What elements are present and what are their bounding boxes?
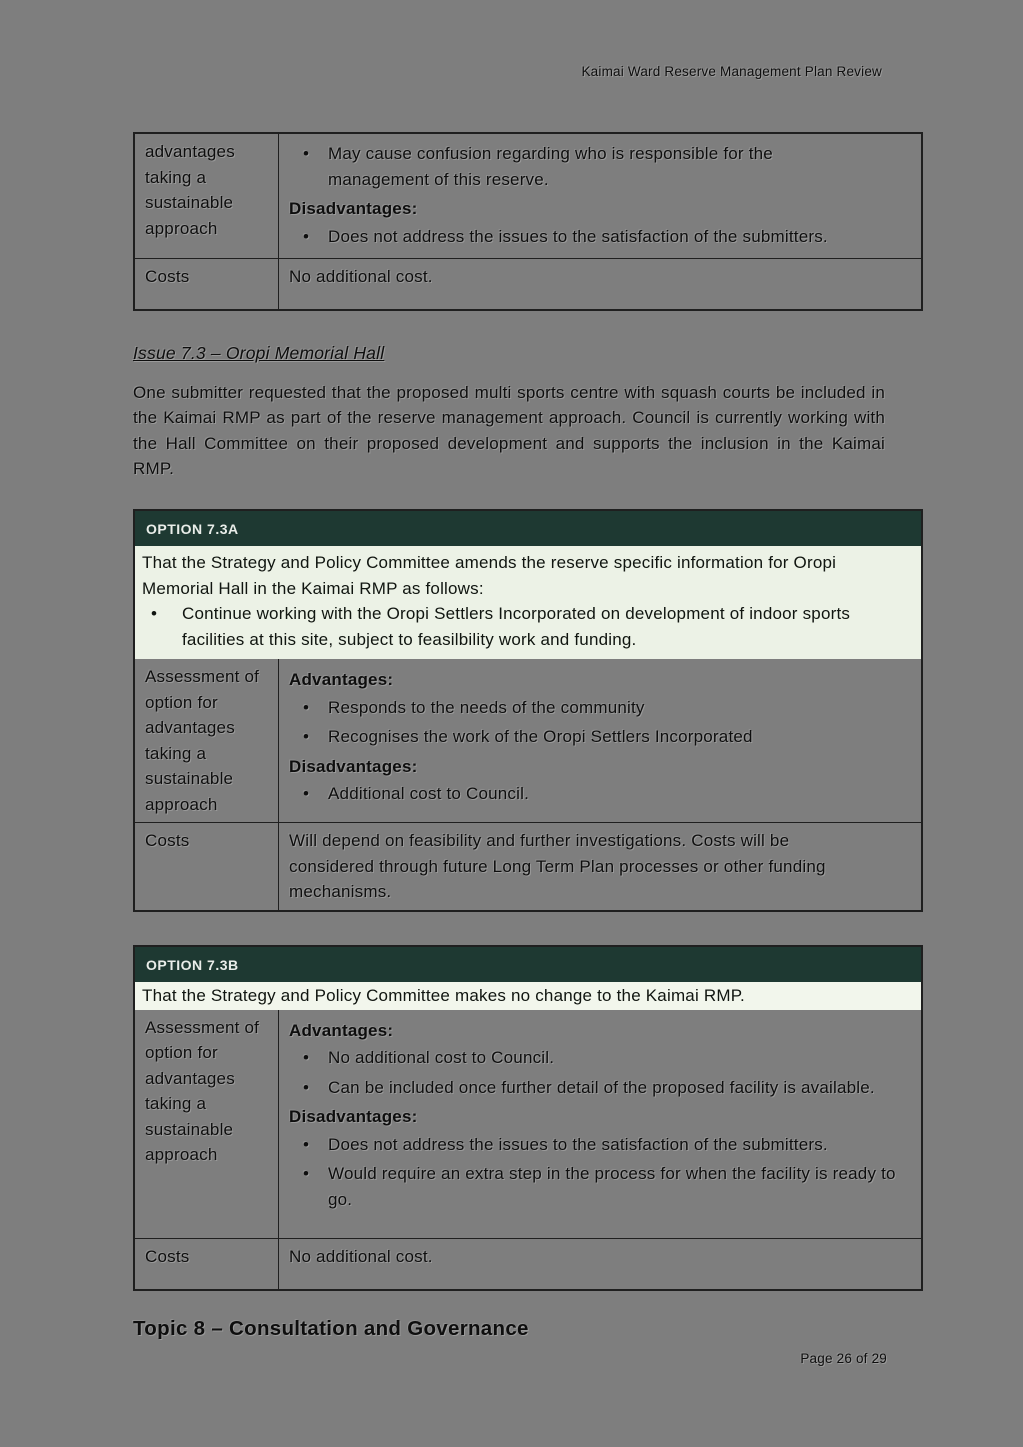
option-7-3a-description: [135, 546, 921, 659]
table-row: [135, 1238, 921, 1289]
advantages-label: Advantages:: [289, 1020, 394, 1040]
costs-value: Will depend on feasibility and further investigations. Costs will be considered through future Long Term Plan processes or other funding mechanisms.: [289, 831, 826, 901]
costs-value-cell: [279, 259, 921, 309]
costs-value-cell: [279, 1239, 921, 1289]
advantages-label: Advantages:: [289, 670, 394, 689]
option-7-3b-title: OPTION 7.3B: [135, 947, 921, 983]
assessment-content-cell: [279, 1010, 921, 1238]
bullet-item: • May cause confusion regarding who is responsible for the management of this reserve.: [289, 141, 833, 192]
assessment-content-cell: [279, 134, 921, 258]
table-option-7-3b: [133, 945, 923, 1291]
costs-label-cell: Costs: [135, 259, 279, 309]
option-7-3b-description: That the Strategy and Policy Committee makes no change to the Kaimai RMP.: [135, 982, 921, 1010]
issue-paragraph: One submitter requested that the proposed multi sports centre with squash courts be included in the Kaimai RMP as part of the reserve management approach. Council is currently working with the Hall Committee on their proposed development and supports the inclusion in the Kaimai RMP.: [133, 382, 885, 478]
issue-heading: Issue 7.3 – Oropi Memorial Hall: [133, 343, 385, 363]
assessment-label-cell: Assessment of option for advantages taking a sustainable approach: [135, 1010, 279, 1238]
table-row: [135, 659, 921, 822]
running-header: Kaimai Ward Reserve Management Plan Review: [581, 64, 882, 79]
assessment-content-cell: [279, 659, 921, 822]
page-number: Page 26 of 29: [800, 1351, 887, 1366]
page-content: [133, 0, 923, 1341]
topic-heading: Topic 8 – Consultation and Governance: [133, 1316, 529, 1340]
costs-value: No additional cost.: [289, 267, 433, 286]
option-7-3a-title: OPTION 7.3A: [135, 511, 921, 547]
disadvantages-label: Disadvantages:: [289, 756, 418, 776]
option-description-intro: That the Strategy and Policy Committee amends the reserve specific information for Oropi Memorial Hall in the Kaimai RMP as follows:: [142, 553, 837, 598]
bullet-item: • Responds to the needs of the community: [289, 695, 898, 721]
costs-label-cell: Costs: [135, 823, 279, 910]
bullet-item: • Can be included once further detail of the proposed facility is available.: [289, 1075, 898, 1101]
assessment-label-cell: advantages taking a sustainable approach: [135, 134, 279, 258]
table-row: [135, 822, 921, 910]
costs-label-cell: Costs: [135, 1239, 279, 1289]
disadvantages-label: Disadvantages:: [289, 1107, 418, 1126]
bullet-item: • Does not address the issues to the satisfaction of the submitters.: [289, 1132, 898, 1158]
table-option-7-3a: [133, 509, 923, 912]
bullet-item: • Does not address the issues to the satisfaction of the submitters.: [289, 224, 898, 250]
table-row: [135, 1010, 921, 1238]
bullet-item: • Would require an extra step in the process for when the facility is ready to go.: [289, 1161, 898, 1212]
table-row: [135, 258, 921, 309]
costs-value-cell: [279, 823, 921, 910]
disadvantages-label: Disadvantages:: [289, 199, 418, 218]
bullet-item: • Additional cost to Council.: [289, 781, 898, 807]
assessment-label-cell: Assessment of option for advantages taking a sustainable approach: [135, 659, 279, 822]
table-option-assessment-continued: [133, 132, 923, 311]
bullet-item: • Continue working with the Oropi Settlers Incorporated on development of indoor sports facilities at this site, subject to feasilbility work and funding.: [142, 601, 872, 652]
bullet-item: • Recognises the work of the Oropi Settlers Incorporated: [289, 724, 898, 750]
bullet-item: • No additional cost to Council.: [289, 1045, 898, 1071]
table-row: [135, 134, 921, 258]
costs-value: No additional cost.: [289, 1246, 433, 1266]
